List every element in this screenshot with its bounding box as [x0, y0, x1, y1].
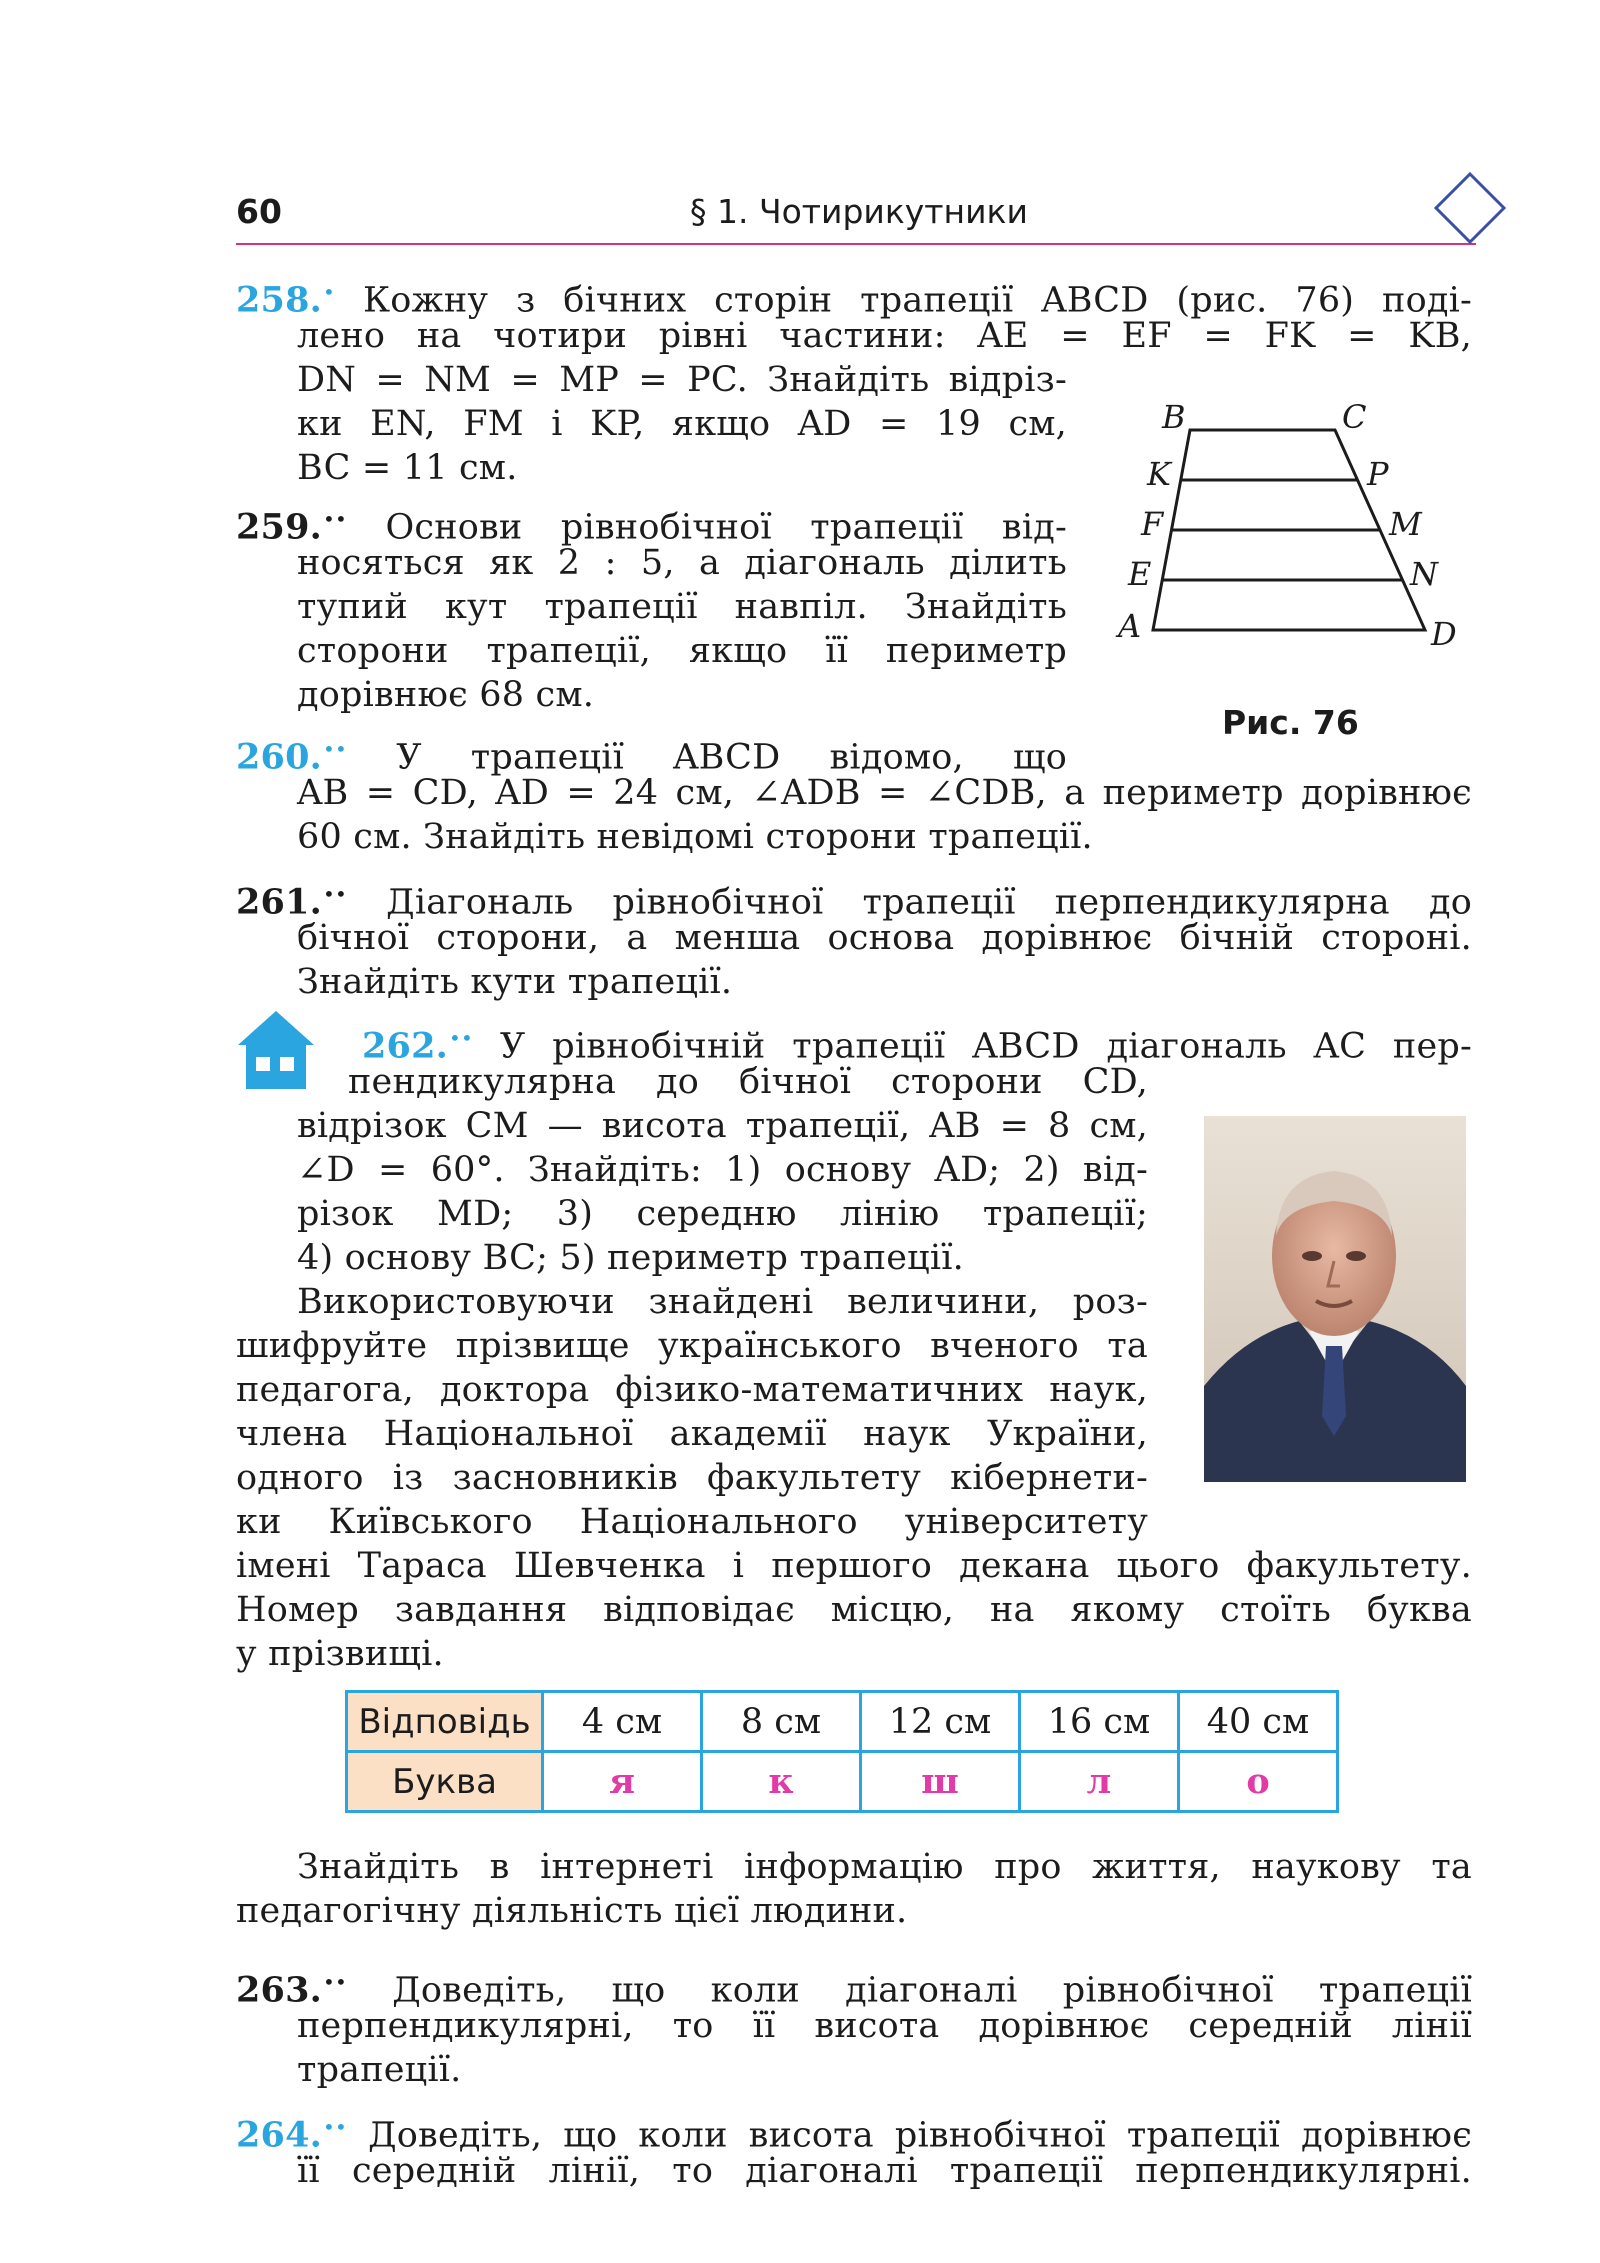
page-number: 60 [236, 192, 282, 231]
problem-line: імені Тараса Шевченка і першого декана цього факультету. [236, 1546, 1472, 1586]
label-B: B [1162, 398, 1186, 436]
problem-number: 263. [236, 1969, 323, 2011]
label-K: K [1147, 455, 1171, 493]
problem-line: Номер завдання відповідає місцю, на якому стоїть буква [236, 1590, 1472, 1630]
problem-line: пендикулярна до бічної сторони CD, [348, 1062, 1148, 1102]
problem-line: члена Національної академії наук України, [236, 1414, 1148, 1454]
answer-row [347, 1692, 1338, 1752]
figure-caption: Рис. 76 [1222, 703, 1359, 742]
problem-line: у прізвищі. [236, 1634, 444, 1674]
problem-line: ки EN, FM і KP, якщо AD = 19 см, [297, 404, 1067, 444]
problem-number: 260. [236, 736, 323, 778]
letter-cell: я [543, 1752, 702, 1812]
label-E: E [1128, 555, 1152, 593]
problem-263: 263.•• Доведіть, що коли діагоналі рівнобічної трапеції [236, 1969, 1472, 2011]
problem-line: бічної сторони, а менша основа дорівнює бічній стороні. [297, 918, 1472, 958]
table-header-answer: Відповідь [347, 1692, 543, 1752]
problem-number: 258. [236, 279, 323, 321]
problem-line: У трапеції ABCD відомо, що [396, 737, 1068, 778]
problem-line: Доведіть, що коли висота рівнобічної трапеції дорівнює [368, 2115, 1473, 2156]
letter-row [347, 1752, 1338, 1812]
letter-cell: л [1020, 1752, 1179, 1812]
problem-260: 260.•• У трапеції ABCD відомо, що [236, 736, 1068, 778]
problem-line: педагогічну діяльність цієї людини. [236, 1891, 908, 1931]
section-title: § 1. Чотирикутники [690, 192, 1028, 231]
problem-259: 259.•• Основи рівнобічної трапеції від- [236, 506, 1067, 548]
label-D: D [1431, 615, 1457, 653]
problem-line: дорівнює 68 см. [297, 675, 595, 715]
problem-line: У рівнобічній трапеції ABCD діагональ AC пер- [499, 1026, 1472, 1067]
home-icon [236, 1009, 316, 1093]
problem-line: Знайдіть кути трапеції. [297, 962, 733, 1002]
problem-number: 262. [362, 1025, 449, 1067]
label-N: N [1410, 555, 1438, 593]
problem-number: 259. [236, 506, 323, 548]
problem-line: ∠D = 60°. Знайдіть: 1) основу AD; 2) від- [297, 1150, 1148, 1190]
problem-258: 258.• Кожну з бічних сторін трапеції ABCD (рис. 76) поді- [236, 279, 1473, 321]
answer-cell: 40 см [1179, 1692, 1338, 1752]
problem-line: Знайдіть в інтернеті інформацію про життя, наукову та [297, 1847, 1472, 1887]
problem-line: Основи рівнобічної трапеції від- [385, 507, 1067, 548]
label-A: A [1118, 607, 1142, 645]
problem-line: трапеції. [297, 2050, 462, 2090]
problem-line: перпендикулярні, то її висота дорівнює середній лінії [297, 2006, 1472, 2046]
problem-line: BC = 11 см. [297, 448, 518, 488]
answer-cell: 8 см [702, 1692, 861, 1752]
problem-line: її середній лінії, то діагоналі трапеції перпендикулярні. [297, 2151, 1472, 2191]
portrait-photo [1204, 1116, 1466, 1482]
problem-line: Доведіть, що коли діагоналі рівнобічної трапеції [392, 1970, 1472, 2011]
letter-cell: о [1179, 1752, 1338, 1812]
problem-number: 261. [236, 881, 323, 923]
problem-line: AB = CD, AD = 24 см, ∠ADB = ∠CDB, а периметр дорівнює [297, 773, 1472, 813]
label-F: F [1141, 505, 1164, 543]
problem-line: 60 см. Знайдіть невідомі сторони трапеції. [297, 817, 1093, 857]
label-P: P [1367, 455, 1389, 493]
answer-cell: 12 см [861, 1692, 1020, 1752]
problem-line: Використовуючи знайдені величини, роз- [297, 1282, 1148, 1322]
problem-line: шифруйте прізвище українського вченого та [236, 1326, 1148, 1366]
problem-line: педагога, доктора фізико-математичних наук, [236, 1370, 1148, 1410]
label-M: M [1389, 505, 1422, 543]
problem-line: 4) основу BC; 5) периметр трапеції. [297, 1238, 964, 1278]
problem-line: ки Київського Національного університету [236, 1502, 1148, 1542]
diamond-icon [1430, 168, 1510, 248]
problem-line: сторони трапеції, якщо її периметр [297, 631, 1067, 671]
problem-line: Кожну з бічних сторін трапеції ABCD (рис. 76) поді- [362, 280, 1473, 321]
problem-261: 261.•• Діагональ рівнобічної трапеції перпендикулярна до [236, 881, 1472, 923]
table-header-letter: Буква [347, 1752, 543, 1812]
label-C: C [1342, 398, 1367, 436]
answer-cell: 16 см [1020, 1692, 1179, 1752]
problem-line: лено на чотири рівні частини: AE = EF = FK = KB, [297, 316, 1472, 356]
problem-line: тупий кут трапеції навпіл. Знайдіть [297, 587, 1067, 627]
problem-line: DN = NM = MP = PC. Знайдіть відріз- [297, 360, 1067, 400]
problem-number: 264. [236, 2114, 323, 2156]
problem-line: одного із засновників факультету кібернети- [236, 1458, 1148, 1498]
problem-262: 262.•• У рівнобічній трапеції ABCD діагональ AC пер- [362, 1025, 1472, 1067]
problem-line: різок MD; 3) середню лінію трапеції; [297, 1194, 1148, 1234]
figure-76-trapezoid [1105, 395, 1485, 665]
letter-cell: ш [861, 1752, 1020, 1812]
answer-cell: 4 см [543, 1692, 702, 1752]
answer-table [345, 1690, 1339, 1813]
problem-line: Діагональ рівнобічної трапеції перпендикулярна до [386, 882, 1472, 923]
letter-cell: к [702, 1752, 861, 1812]
problem-line: відрізок CM — висота трапеції, AB = 8 см, [297, 1106, 1148, 1146]
problem-264: 264.•• Доведіть, що коли висота рівнобічної трапеції дорівнює [236, 2114, 1473, 2156]
header-divider [236, 243, 1476, 245]
problem-line: носяться як 2 : 5, а діагональ ділить [297, 543, 1067, 583]
